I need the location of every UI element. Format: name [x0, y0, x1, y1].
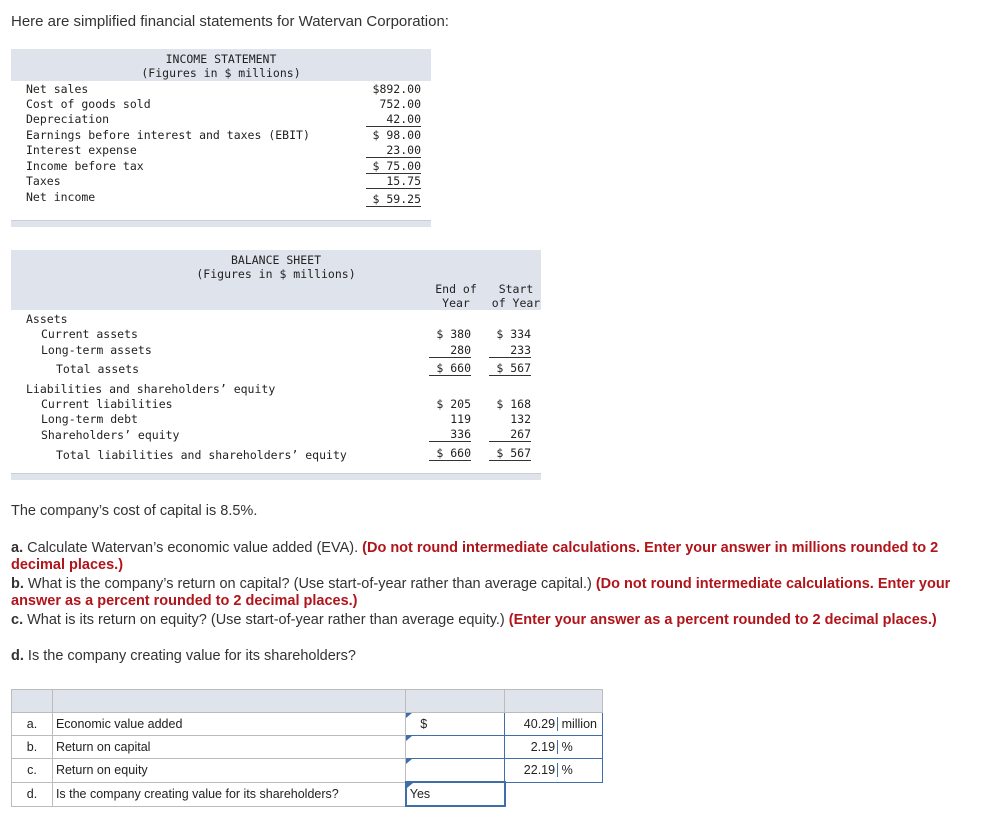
col-end-of-year-l1: End of — [435, 282, 477, 296]
bs-end-value: $ 380 — [436, 327, 471, 341]
question-d-text: Is the company creating value for its shareholders? — [23, 648, 356, 664]
flag-marker-icon — [406, 759, 412, 764]
balance-sheet-subtitle: (Figures in $ millions) — [196, 267, 356, 281]
is-row-value: 42.00 — [366, 112, 421, 127]
roe-prefix-cell — [406, 759, 505, 783]
roe-input[interactable] — [505, 759, 603, 783]
income-statement-footer-band — [11, 220, 431, 227]
eva-value: 40.29 — [508, 717, 558, 731]
answer-label: Is the company creating value for its shareholders? — [52, 782, 405, 806]
answer-table-header — [12, 690, 603, 713]
question-c-note: (Enter your answer as a percent rounded to 2 decimal places.) — [508, 612, 937, 628]
answer-row-eva — [12, 713, 603, 736]
bs-row-label: Total assets — [56, 362, 140, 376]
intro-text: Here are simplified financial statements for Watervan Corporation: — [11, 13, 449, 30]
answer-label: Return on equity — [52, 759, 405, 783]
answer-table — [11, 689, 603, 807]
answer-label: Return on capital — [52, 736, 405, 759]
bs-start-value: $ 168 — [496, 397, 531, 411]
eva-prefix-cell[interactable] — [406, 713, 505, 736]
eva-unit: million — [561, 717, 597, 731]
flag-marker-icon — [406, 736, 412, 741]
col-start-of-year-l1: Start — [498, 282, 534, 296]
answer-row-roc — [12, 736, 603, 759]
is-row-value: 15.75 — [366, 174, 421, 189]
roc-unit: % — [561, 740, 573, 754]
question-b-label: b. — [11, 576, 24, 592]
bs-row-label: Long-term debt — [41, 412, 138, 426]
question-d-label: d. — [11, 648, 24, 664]
income-statement — [11, 49, 431, 227]
is-row-label: Net income — [26, 190, 96, 204]
question-c — [11, 612, 961, 629]
flag-marker-icon — [407, 783, 413, 788]
bs-row-label: Long-term assets — [41, 343, 152, 357]
balance-sheet-footer-band — [11, 473, 541, 480]
bs-row-label: Current liabilities — [41, 397, 173, 411]
is-row-label: Taxes — [26, 174, 61, 188]
answer-label: Economic value added — [52, 713, 405, 736]
answer-row-creating-value — [12, 782, 603, 806]
balance-sheet — [11, 250, 541, 480]
question-a-text: Calculate Watervan’s economic value added (EVA). — [23, 540, 363, 556]
roc-input[interactable] — [505, 736, 603, 759]
bs-start-value: $ 334 — [496, 327, 531, 341]
bs-end-value: 336 — [429, 427, 471, 442]
bs-start-value: 233 — [489, 343, 531, 358]
is-row-value: $ 59.25 — [366, 192, 421, 207]
cost-of-capital-text: The company’s cost of capital is 8.5%. — [11, 503, 258, 519]
is-row-label: Income before tax — [26, 159, 144, 173]
bs-end-value: 119 — [450, 412, 471, 426]
question-d — [11, 648, 961, 665]
is-row-value: 752.00 — [379, 97, 421, 111]
roc-prefix-cell — [406, 736, 505, 759]
is-row-label: Cost of goods sold — [26, 97, 151, 111]
answer-row-roe — [12, 759, 603, 783]
flag-marker-icon — [406, 713, 412, 718]
is-row-label: Depreciation — [26, 112, 110, 126]
income-statement-title: INCOME STATEMENT — [165, 52, 277, 66]
bs-start-value: $ 567 — [489, 361, 531, 376]
bs-row-label: Current assets — [41, 327, 138, 341]
roc-value: 2.19 — [508, 740, 558, 754]
is-row-value: $ 75.00 — [366, 159, 421, 174]
bs-start-value: $ 567 — [489, 446, 531, 461]
bs-end-value: $ 660 — [429, 446, 471, 461]
creating-value-select[interactable] — [406, 782, 505, 806]
roe-value: 22.19 — [508, 763, 558, 777]
is-row-value: $ 98.00 — [372, 128, 421, 142]
bs-start-value: 267 — [489, 427, 531, 442]
bs-end-value: $ 205 — [436, 397, 471, 411]
liabilities-heading: Liabilities and shareholders’ equity — [26, 382, 276, 396]
is-row-value: 23.00 — [366, 143, 421, 158]
is-row-label: Earnings before interest and taxes (EBIT) — [26, 128, 310, 142]
empty-cell — [505, 782, 603, 806]
question-a-note: (Do not round intermediate calculations. Enter your answer in millions rounded to 2 decimal places.) — [11, 540, 939, 573]
question-a-label: a. — [11, 540, 24, 556]
bs-end-value: 280 — [429, 343, 471, 358]
is-row-label: Net sales — [26, 82, 89, 96]
col-end-of-year-l2: Year — [442, 296, 470, 310]
bs-end-value: $ 660 — [429, 361, 471, 376]
answer-letter: b. — [12, 736, 53, 759]
assets-heading: Assets — [26, 312, 68, 326]
is-row-label: Interest expense — [26, 143, 137, 157]
question-c-label: c. — [11, 612, 24, 628]
eva-input[interactable] — [505, 713, 603, 736]
question-b — [11, 576, 961, 610]
question-b-text: What is the company’s return on capital? (Use start-of-year rather than average capital.) — [23, 576, 596, 592]
income-statement-subtitle: (Figures in $ millions) — [141, 66, 301, 80]
col-start-of-year-l2: of Year — [491, 296, 541, 310]
question-c-text: What is its return on equity? (Use start-of-year rather than average equity.) — [23, 612, 509, 628]
bs-row-label: Total liabilities and shareholders’ equity — [56, 448, 347, 462]
bs-start-value: 132 — [510, 412, 531, 426]
balance-sheet-title: BALANCE SHEET — [230, 253, 321, 267]
question-b-note: (Do not round intermediate calculations. Enter your answer as a percent rounded to 2 decimal places.) — [11, 576, 951, 609]
creating-value-answer: Yes — [409, 787, 431, 801]
question-a — [11, 540, 961, 574]
answer-letter: d. — [12, 782, 53, 806]
answer-letter: a. — [12, 713, 53, 736]
is-row-value: $892.00 — [372, 82, 421, 96]
answer-letter: c. — [12, 759, 53, 783]
bs-row-label: Shareholders’ equity — [41, 428, 180, 442]
roe-unit: % — [561, 763, 573, 778]
currency-symbol: $ — [420, 717, 428, 731]
